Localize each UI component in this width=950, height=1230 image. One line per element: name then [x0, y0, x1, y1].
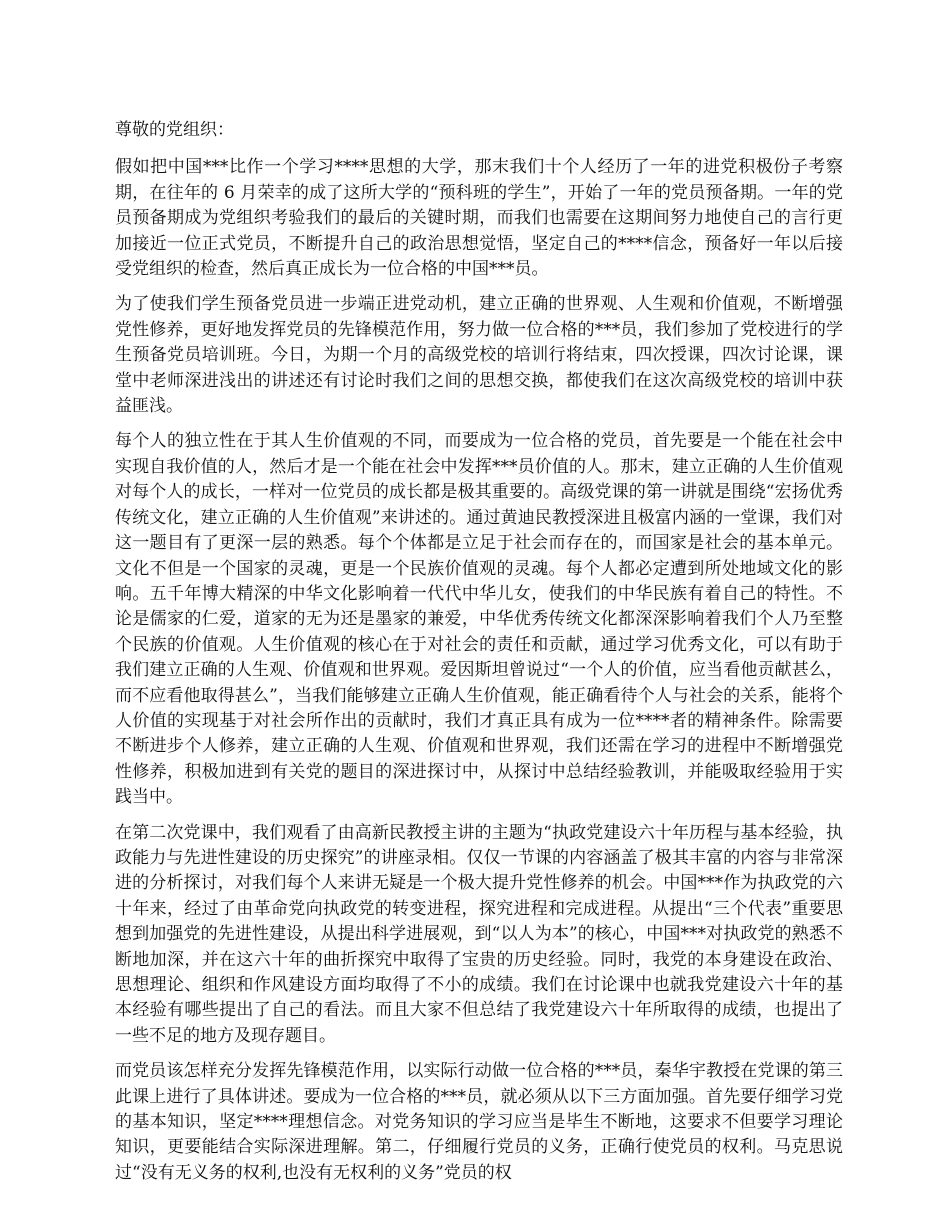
paragraph-4: 在第二次党课中，我们观看了由高新民教授主讲的主题为“执政党建设六十年历程与基本经验，执政能力与先进性建设的历史探究”的讲座录相。仅仅一节课的内容涵盖了极其丰富的内容与非常深进的分析探讨，对我们每个人来讲无疑是一个极大提升党性修养的机会。中国***作为执政党的六十年来，经过了由革命党向执政党的转变进程，探究进程和完成进程。从提出“三个代表”重要思想到加强党的先进性建设，从提出科学进展观，到“以人为本”的核心，中国***对执政党的熟悉不断地加深，并在这六十年的曲折探究中取得了宝贵的历史经验。同时，我党的本身建设在政治、思想理论、组织和作风建设方面均取得了不小的成绩。我们在讨论课中也就我党建设六十年的基本经验有哪些提出了自己的看法。而且大家不但总结了我党建设六十年所取得的成绩，也提出了一些不足的地方及现存题目。 [115, 822, 843, 1046]
salutation: 尊敬的党组织： [115, 120, 234, 140]
paragraph-1: 假如把中国***比作一个学习****思想的大学，那末我们十个人经历了一年的进党积极份子考察期，在往年的 6 月荣幸的成了这所大学的“预科班的学生”，开始了一年的党员预备期。一年的党员预备期成为党组织考验我们的最后的关键时期，而我们也需要在这期间努力地使自己的言行更加接近一位正式党员，不断提升自己的政治思想觉悟，坚定自己的****信念，预备好一年以后接受党组织的检查，然后真正成长为一位合格的中国***员。 [115, 157, 843, 280]
paragraph-5: 而党员该怎样充分发挥先锋模范作用，以实际行动做一位合格的***员，秦华宇教授在党课的第三此课上进行了具体讲述。要成为一位合格的***员，就必须从以下三方面加强。首先要仔细学习党的基本知识，坚定****理想信念。对党务知识的学习应当是毕生不断地，这要求不但要学习理论知识，更要能结合实际深进理解。第二，仔细履行党员的义务，正确行使党员的权利。马克思说过“没有无义务的权利,也没有无权利的义务”党员的权 [115, 1061, 843, 1183]
paragraph-3: 每个人的独立性在于其人生价值观的不同，而要成为一位合格的党员，首先要是一个能在社会中实现自我价值的人，然后才是一个能在社会中发挥***员价值的人。那末，建立正确的人生价值观对每个人的成长，一样对一位党员的成长都是极其重要的。高级党课的第一讲就是围绕“宏扬优秀传统文化，建立正确的人生价值观”来讲述的。通过黄迪民教授深进且极富内涵的一堂课，我们对这一题目有了更深一层的熟悉。每个个体都是立足于社会而存在的，而国家是社会的基本单元。文化不但是一个国家的灵魂，更是一个民族价值观的灵魂。每个人都必定遭到所处地域文化的影响。五千年博大精深的中华文化影响着一代代中华儿女，使我们的中华民族有着自己的特性。不论是儒家的仁爱，道家的无为还是墨家的兼爱，中华优秀传统文化都深深影响着我们个人乃至整个民族的价值观。人生价值观的核心在于对社会的责任和贡献，通过学习优秀文化，可以有助于我们建立正确的人生观、价值观和世界观。爱因斯坦曾说过“一个人的价值，应当看他贡献甚么，而不应看他取得甚么”，当我们能够建立正确人生价值观，能正确看待个人与社会的关系，能将个人价值的实现基于对社会所作出的贡献时，我们才真正具有成为一位****者的精神条件。除需要不断进步个人修养，建立正确的人生观、价值观和世界观，我们还需在学习的进程中不断增强党性修养，积极加进到有关党的题目的深进探讨中，从探讨中总结经验教训，并能吸取经验用于实践当中。 [115, 431, 843, 808]
paragraph-2: 为了使我们学生预备党员进一步端正进党动机，建立正确的世界观、人生观和价值观，不断增强党性修养，更好地发挥党员的先锋模范作用，努力做一位合格的***员，我们参加了党校进行的学生预备党员培训班。今日，为期一个月的高级党校的培训行将结束，四次授课，四次讨论课，课堂中老师深进浅出的讲述还有讨论时我们之间的思想交换，都使我们在这次高级党校的培训中获益匪浅。 [115, 294, 843, 417]
letter-body [115, 118, 843, 1196]
